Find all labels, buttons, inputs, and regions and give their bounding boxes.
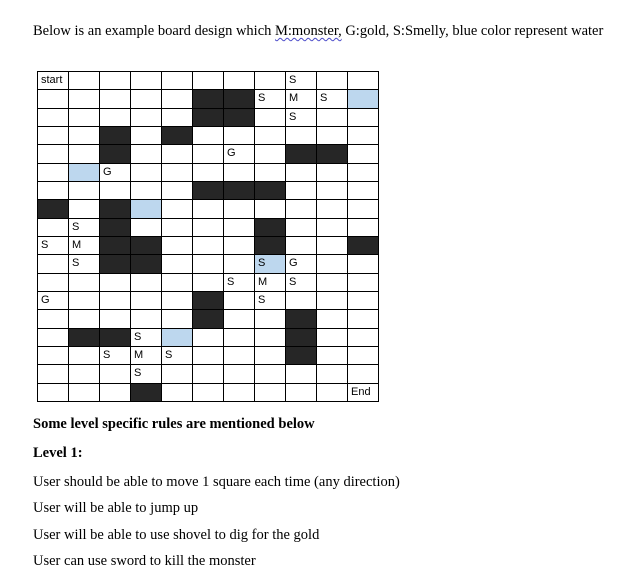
board-cell xyxy=(131,310,162,328)
board-cell xyxy=(348,126,379,144)
board-row xyxy=(38,200,379,218)
board-cell xyxy=(317,108,348,126)
board-cell-black xyxy=(317,145,348,163)
board-cell-label: S xyxy=(131,365,162,383)
board-cell-label: S xyxy=(224,273,255,291)
board-cell xyxy=(348,108,379,126)
board-cell xyxy=(348,291,379,309)
board-cell xyxy=(193,273,224,291)
board-cell xyxy=(162,291,193,309)
board-cell-label: S xyxy=(286,72,317,90)
board-cell-black xyxy=(286,145,317,163)
board-cell xyxy=(224,328,255,346)
board-cell xyxy=(255,126,286,144)
board-cell xyxy=(193,72,224,90)
board-cell xyxy=(131,291,162,309)
board-cell xyxy=(224,126,255,144)
board-cell-black xyxy=(38,200,69,218)
board-cell xyxy=(348,255,379,273)
board-cell-label: M xyxy=(131,346,162,364)
board-cell xyxy=(38,346,69,364)
board-cell-black xyxy=(193,90,224,108)
board-cell xyxy=(100,72,131,90)
board-cell-label: S xyxy=(69,255,100,273)
board-cell xyxy=(348,72,379,90)
board-cell xyxy=(100,365,131,383)
board-cell-black xyxy=(255,181,286,199)
board-cell-label: S xyxy=(255,291,286,309)
board-body xyxy=(38,72,379,402)
board-cell-black xyxy=(131,236,162,254)
board-cell xyxy=(38,108,69,126)
board-cell xyxy=(162,145,193,163)
board-cell-water xyxy=(69,163,100,181)
board-cell-black xyxy=(162,126,193,144)
board-cell xyxy=(162,218,193,236)
board-cell xyxy=(162,181,193,199)
board-cell xyxy=(224,291,255,309)
board-cell xyxy=(348,365,379,383)
board-cell xyxy=(162,72,193,90)
board-cell xyxy=(224,255,255,273)
board-cell xyxy=(69,383,100,401)
board-cell xyxy=(348,163,379,181)
board-cell-black xyxy=(193,181,224,199)
board-cell xyxy=(255,145,286,163)
board-row xyxy=(38,236,379,254)
board-cell xyxy=(69,291,100,309)
board-cell xyxy=(69,181,100,199)
board-cell xyxy=(69,145,100,163)
board-cell-black xyxy=(100,126,131,144)
board-cell xyxy=(348,218,379,236)
board-cell-label: G xyxy=(38,291,69,309)
board-cell xyxy=(131,90,162,108)
board-cell-black xyxy=(286,346,317,364)
board-cell xyxy=(38,163,69,181)
board-cell xyxy=(100,273,131,291)
rules-heading: Some level specific rules are mentioned below xyxy=(33,416,315,432)
board-cell xyxy=(69,273,100,291)
board-cell xyxy=(100,181,131,199)
board-cell xyxy=(255,108,286,126)
board-cell-label: M xyxy=(69,236,100,254)
board-cell xyxy=(193,328,224,346)
board-cell xyxy=(348,310,379,328)
board-cell xyxy=(193,163,224,181)
board-cell xyxy=(224,365,255,383)
board-row xyxy=(38,255,379,273)
board-cell xyxy=(286,163,317,181)
board-cell xyxy=(38,383,69,401)
board-cell-black xyxy=(193,310,224,328)
board-cell xyxy=(162,273,193,291)
board-cell xyxy=(38,273,69,291)
board-cell xyxy=(38,255,69,273)
board-cell xyxy=(255,310,286,328)
board-cell xyxy=(193,383,224,401)
board-cell xyxy=(255,72,286,90)
board-cell xyxy=(193,346,224,364)
board-cell xyxy=(317,310,348,328)
level-1-heading: Level 1: xyxy=(33,445,83,461)
board-grid xyxy=(37,71,379,402)
board-cell xyxy=(286,236,317,254)
board-cell xyxy=(38,365,69,383)
board-cell-black xyxy=(224,90,255,108)
board-cell xyxy=(38,328,69,346)
board-row xyxy=(38,72,379,90)
board-cell xyxy=(69,346,100,364)
board-cell xyxy=(317,163,348,181)
board-cell xyxy=(131,181,162,199)
board-cell xyxy=(131,126,162,144)
board-cell xyxy=(162,365,193,383)
board-cell xyxy=(69,72,100,90)
board-cell-label: S xyxy=(38,236,69,254)
board-row xyxy=(38,383,379,401)
board-cell xyxy=(317,181,348,199)
board-cell xyxy=(317,236,348,254)
board-cell xyxy=(317,72,348,90)
board-cell xyxy=(255,163,286,181)
board-cell xyxy=(162,200,193,218)
board-cell xyxy=(69,310,100,328)
board-cell xyxy=(162,236,193,254)
board-cell xyxy=(193,218,224,236)
board-cell xyxy=(348,328,379,346)
board-cell xyxy=(193,145,224,163)
board-cell-label: S xyxy=(131,328,162,346)
board-cell xyxy=(348,273,379,291)
board-cell xyxy=(162,255,193,273)
rule-shovel: User will be able to use shovel to dig for the gold xyxy=(33,527,320,543)
board-cell xyxy=(38,126,69,144)
board-cell xyxy=(317,365,348,383)
board-cell-water xyxy=(162,328,193,346)
board-cell-water xyxy=(131,200,162,218)
board-cell xyxy=(224,236,255,254)
board-cell xyxy=(286,383,317,401)
board-cell-label: S xyxy=(100,346,131,364)
rule-move: User should be able to move 1 square each time (any direction) xyxy=(33,474,400,490)
board-cell xyxy=(131,273,162,291)
board-cell-label: start xyxy=(38,72,69,90)
board-cell-black xyxy=(255,236,286,254)
board-cell-black xyxy=(100,145,131,163)
board-row xyxy=(38,181,379,199)
board-cell-black xyxy=(193,108,224,126)
rule-jump: User will be able to jump up xyxy=(33,500,199,516)
board-cell-label: G xyxy=(224,145,255,163)
board-cell xyxy=(131,108,162,126)
board-cell-label: M xyxy=(255,273,286,291)
board-cell xyxy=(193,126,224,144)
board-cell xyxy=(100,383,131,401)
board-cell-label: S xyxy=(162,346,193,364)
board-cell xyxy=(317,328,348,346)
board-cell xyxy=(224,383,255,401)
board-cell-black xyxy=(131,383,162,401)
board-cell xyxy=(224,346,255,364)
board-cell xyxy=(193,255,224,273)
board-row xyxy=(38,218,379,236)
board-cell-black xyxy=(255,218,286,236)
board-cell-label: M xyxy=(286,90,317,108)
board-cell-label: S xyxy=(286,108,317,126)
board-cell-black xyxy=(224,108,255,126)
board-cell-black xyxy=(131,255,162,273)
board-cell xyxy=(131,145,162,163)
board-cell xyxy=(255,200,286,218)
board-cell xyxy=(100,108,131,126)
board-cell xyxy=(38,181,69,199)
board-cell xyxy=(224,218,255,236)
board-cell-label: S xyxy=(69,218,100,236)
board-row xyxy=(38,291,379,309)
board-cell-label: S xyxy=(286,273,317,291)
board-cell xyxy=(255,383,286,401)
board-row xyxy=(38,163,379,181)
board-cell xyxy=(69,108,100,126)
intro-paragraph xyxy=(33,21,608,41)
board-cell-label: S xyxy=(255,255,286,273)
board-cell xyxy=(317,273,348,291)
intro-text-before: Below is an example board design which xyxy=(33,23,276,39)
board-cell-black xyxy=(100,236,131,254)
board-cell xyxy=(100,291,131,309)
board-cell xyxy=(286,181,317,199)
board-cell-black xyxy=(100,255,131,273)
board-cell xyxy=(317,218,348,236)
board-row xyxy=(38,346,379,364)
board-cell xyxy=(38,145,69,163)
board-cell xyxy=(224,310,255,328)
board-cell xyxy=(224,163,255,181)
board-row xyxy=(38,310,379,328)
intro-text-after: G:gold, S:Smelly, blue color represent water xyxy=(341,23,604,39)
board-cell xyxy=(162,310,193,328)
board-cell xyxy=(224,200,255,218)
board-cell-black xyxy=(69,328,100,346)
board-cell xyxy=(286,365,317,383)
board-cell xyxy=(317,200,348,218)
board-cell xyxy=(100,310,131,328)
rule-sword: User can use sword to kill the monster xyxy=(33,553,256,569)
board-cell xyxy=(317,255,348,273)
board-cell xyxy=(317,126,348,144)
board-cell xyxy=(69,365,100,383)
board-cell-label: S xyxy=(255,90,286,108)
board-cell xyxy=(162,108,193,126)
board-row xyxy=(38,273,379,291)
board-cell-black xyxy=(100,200,131,218)
board-cell xyxy=(131,218,162,236)
board-cell xyxy=(131,163,162,181)
board-cell xyxy=(348,346,379,364)
board-cell xyxy=(317,346,348,364)
board-cell xyxy=(38,310,69,328)
board-cell xyxy=(348,181,379,199)
board-cell xyxy=(286,126,317,144)
board-cell-black xyxy=(224,181,255,199)
board-cell xyxy=(193,236,224,254)
board-cell-label: G xyxy=(286,255,317,273)
monster-key-text: M:monster, xyxy=(275,23,342,39)
board-cell xyxy=(38,90,69,108)
board-cell-black xyxy=(286,328,317,346)
board-cell-black xyxy=(286,310,317,328)
board-cell-water xyxy=(348,90,379,108)
board-cell xyxy=(69,200,100,218)
board-cell xyxy=(317,291,348,309)
board-cell xyxy=(193,200,224,218)
board-cell xyxy=(255,365,286,383)
board-row xyxy=(38,145,379,163)
board-cell xyxy=(348,200,379,218)
board-row xyxy=(38,90,379,108)
board-cell xyxy=(255,328,286,346)
board-cell xyxy=(286,218,317,236)
board-cell xyxy=(69,90,100,108)
board-cell xyxy=(286,291,317,309)
board-cell xyxy=(162,163,193,181)
board-cell xyxy=(255,346,286,364)
board-cell xyxy=(286,200,317,218)
board-cell-black xyxy=(100,218,131,236)
board-cell-black xyxy=(348,236,379,254)
board-row xyxy=(38,365,379,383)
board-row xyxy=(38,328,379,346)
board-cell-label: G xyxy=(100,163,131,181)
board-row xyxy=(38,108,379,126)
board-cell-black xyxy=(193,291,224,309)
board-cell-label: End xyxy=(348,383,379,401)
board-cell xyxy=(317,383,348,401)
board-cell xyxy=(224,72,255,90)
board-cell-black xyxy=(100,328,131,346)
board-cell xyxy=(69,126,100,144)
board-cell xyxy=(162,383,193,401)
board-cell xyxy=(193,365,224,383)
board-cell xyxy=(100,90,131,108)
board-cell xyxy=(131,72,162,90)
board-cell xyxy=(38,218,69,236)
board-row xyxy=(38,126,379,144)
board-cell xyxy=(162,90,193,108)
board-cell xyxy=(348,145,379,163)
board-cell-label: S xyxy=(317,90,348,108)
